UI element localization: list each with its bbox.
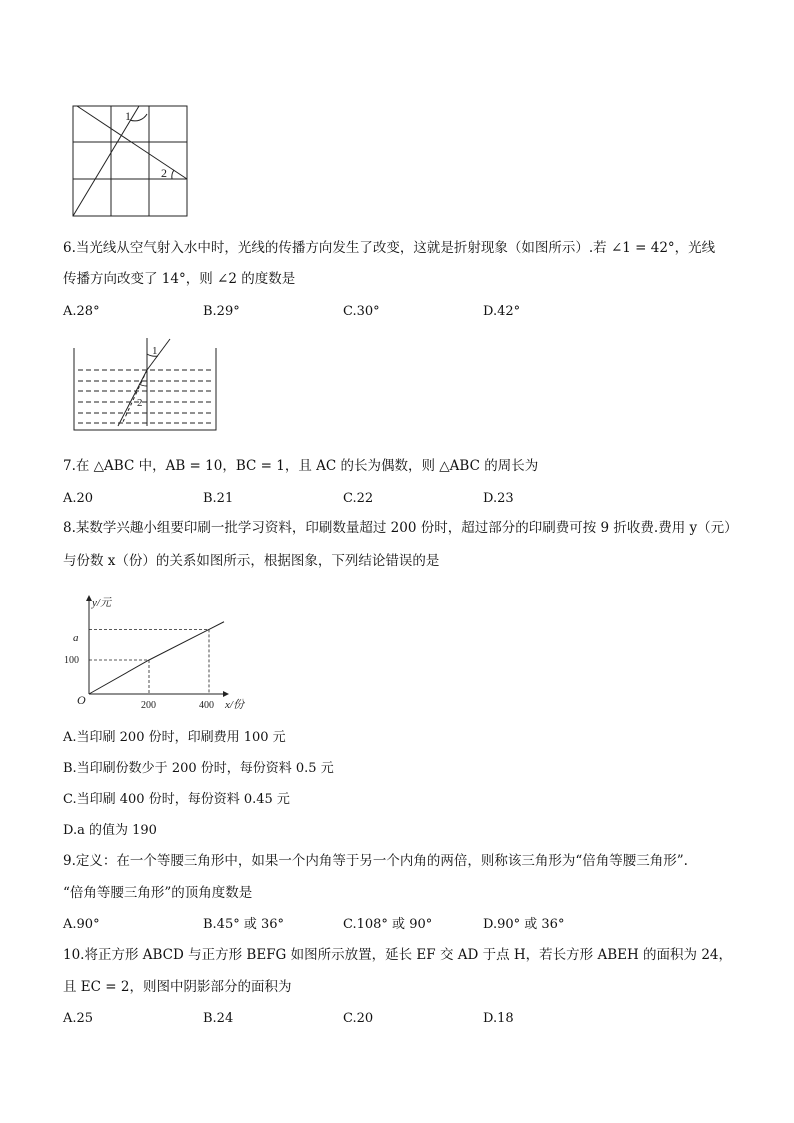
water-tank [74, 348, 216, 430]
q6-option-c: C.30° [343, 304, 380, 319]
q10-text-line1: 10.将正方形 ABCD 与正方形 BEFG 如图所示放置，延长 EF 交 AD 于点 H，若长方形 ABEH 的面积为 24， [63, 947, 733, 963]
q9-text-line2: “倍角等腰三角形”的顶角度数是 [63, 885, 253, 901]
q7-option-d: D.23 [483, 491, 514, 506]
q10-option-c: C.20 [343, 1011, 374, 1026]
q6-option-a: A.28° [63, 304, 100, 319]
q6-option-b: B.29° [203, 304, 240, 319]
q6-text-line1: 6.当光线从空气射入水中时，光线的传播方向发生了改变，这就是折射现象（如图所示）.若 ∠1 = 42°，光线 [63, 240, 716, 256]
y-tick-100-label: 100 [64, 655, 79, 666]
q8-option-d: D.a 的值为 190 [63, 823, 157, 838]
q7-option-b: B.21 [203, 491, 234, 506]
x-tick-400-label: 400 [199, 700, 214, 711]
angle-2-label: 2 [137, 397, 143, 409]
q9-text-line1: 9.定义：在一个等腰三角形中，如果一个内角等于另一个内角的两倍，则称该三角形为“倍角等腰三角形”. [63, 853, 688, 869]
q7-option-c: C.22 [343, 491, 374, 506]
q8-text-line1: 8.某数学兴趣小组要印刷一批学习资料，印刷数量超过 200 份时，超过部分的印刷费可按 9 折收费.费用 y（元） [63, 520, 738, 536]
q8-option-b: B.当印刷份数少于 200 份时，每份资料 0.5 元 [63, 761, 334, 776]
q6-refraction-figure [68, 334, 220, 434]
x-axis-label: x/份 [225, 699, 244, 711]
angle-2-label: 2 [161, 166, 167, 180]
refracted-ray [118, 370, 147, 426]
cost-line [89, 622, 224, 694]
q8-option-c: C.当印刷 400 份时，每份资料 0.45 元 [63, 792, 290, 807]
q8-cost-graph [60, 588, 270, 718]
q6-text-line2: 传播方向改变了 14°，则 ∠2 的度数是 [63, 271, 296, 287]
q8-text-line2: 与份数 x（份）的关系如图所示，根据图象，下列结论错误的是 [63, 553, 440, 569]
incident-ray [147, 339, 170, 370]
origin-label: O [77, 693, 86, 707]
q9-option-d: D.90° 或 36° [483, 917, 565, 932]
y-axis-label: y/元 [92, 597, 111, 609]
q5-grid-figure [68, 100, 194, 220]
angle-2-arc [139, 384, 147, 386]
q10-option-b: B.24 [203, 1011, 234, 1026]
q10-option-a: A.25 [63, 1011, 94, 1026]
q8-option-a: A.当印刷 200 份时，印刷费用 100 元 [63, 730, 286, 745]
angle-2-arc [172, 170, 174, 179]
angle-1-label: 1 [152, 345, 158, 357]
q10-text-line2: 且 EC = 2，则图中阴影部分的面积为 [63, 979, 292, 995]
q7-option-a: A.20 [63, 491, 94, 506]
q9-option-a: A.90° [63, 917, 100, 932]
y-tick-a-label: a [73, 632, 79, 644]
angle-1-label: 1 [125, 109, 131, 123]
x-tick-200-label: 200 [141, 700, 156, 711]
q9-option-b: B.45° 或 36° [203, 917, 285, 932]
q7-text-line1: 7.在 △ABC 中，AB = 10，BC = 1，且 AC 的长为偶数，则 △ABC 的周长为 [63, 458, 539, 474]
q10-option-d: D.18 [483, 1011, 514, 1026]
water-surface-lines [78, 370, 212, 423]
extended-ray [122, 370, 147, 424]
q9-option-c: C.108° 或 90° [343, 917, 433, 932]
q6-option-d: D.42° [483, 304, 521, 319]
